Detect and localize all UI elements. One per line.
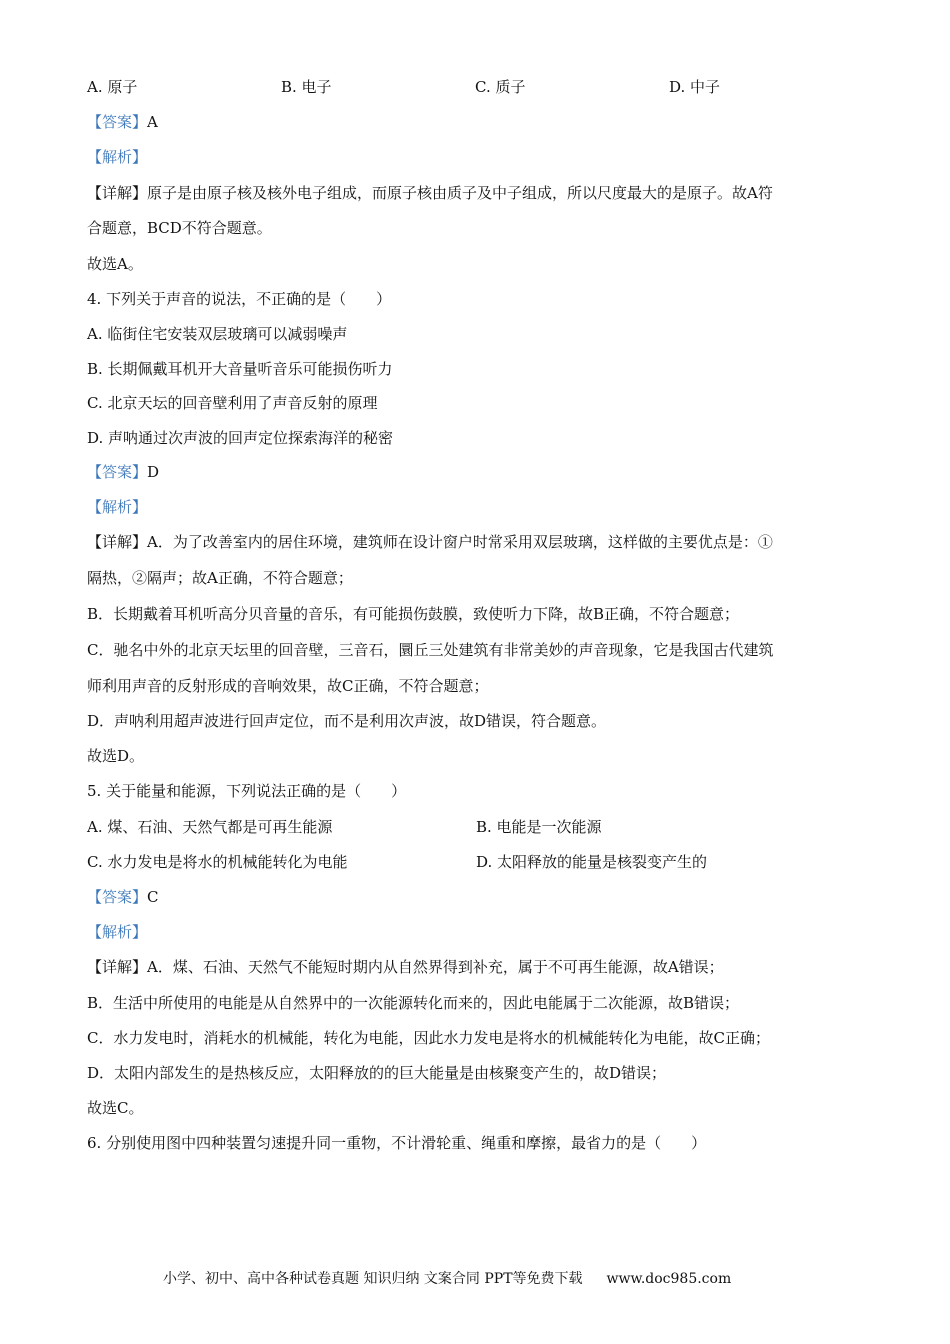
q3-option-c: C. 质子 bbox=[475, 78, 526, 96]
q6-stem: 6. 分别使用图中四种装置匀速提升同一重物，不计滑轮重、绳重和摩擦，最省力的是（ ） bbox=[87, 1134, 707, 1152]
footer-text: 小学、初中、高中各种试卷真题 知识归纳 文案合同 PPT等免费下载 bbox=[163, 1271, 583, 1287]
answer-tag: 【答案】 bbox=[87, 888, 148, 906]
q3-answer bbox=[87, 112, 158, 132]
q4-option-d: D. 声呐通过次声波的回声定位探索海洋的秘密 bbox=[87, 429, 394, 447]
q4-stem: 4. 下列关于声音的说法，不正确的是（ ） bbox=[87, 290, 392, 308]
q4-option-b: B. 长期佩戴耳机开大音量听音乐可能损伤听力 bbox=[87, 360, 393, 378]
q5-option-c: C. 水力发电是将水的机械能转化为电能 bbox=[87, 853, 348, 871]
q4-conclusion: 故选D。 bbox=[87, 747, 145, 765]
q4-detail-line-3: B．长期戴着耳机听高分贝音量的音乐，有可能损伤鼓膜，致使听力下降，故B正确，不符合题意； bbox=[87, 605, 740, 623]
q5-option-b: B. 电能是一次能源 bbox=[476, 818, 602, 836]
q4-analysis-tag: 【解析】 bbox=[87, 498, 148, 516]
q3-option-d: D. 中子 bbox=[669, 78, 721, 96]
q5-detail-line-3: C．水力发电时，消耗水的机械能，转化为电能，因此水力发电是将水的机械能转化为电能，故C正确； bbox=[87, 1029, 770, 1047]
q5-option-a: A. 煤、石油、天然气都是可再生能源 bbox=[87, 818, 333, 836]
answer-tag: 【答案】 bbox=[87, 113, 148, 131]
q3-options bbox=[87, 77, 863, 97]
detail-text: 原子是由原子核及核外电子组成，而原子核由质子及中子组成，所以尺度最大的是原子。故A符 bbox=[147, 184, 773, 202]
q4-option-a: A. 临街住宅安装双层玻璃可以减弱噪声 bbox=[87, 325, 348, 343]
q5-answer bbox=[87, 887, 159, 907]
detail-tag: 【详解】 bbox=[87, 184, 148, 202]
q5-options-row-1 bbox=[87, 817, 602, 837]
answer-tag: 【答案】 bbox=[87, 463, 148, 481]
q5-stem: 5. 关于能量和能源，下列说法正确的是（ ） bbox=[87, 782, 407, 800]
q4-detail-line-1 bbox=[87, 532, 773, 552]
detail-text: A．煤、石油、天然气不能短时期内从自然界得到补充，属于不可再生能源，故A错误； bbox=[147, 958, 724, 976]
q4-detail-line-2: 隔热，②隔声；故A正确，不符合题意； bbox=[87, 569, 353, 587]
answer-value: D bbox=[147, 463, 160, 481]
answer-value: C bbox=[147, 888, 159, 906]
q4-option-c: C. 北京天坛的回音壁利用了声音反射的原理 bbox=[87, 394, 378, 412]
q5-detail-line-1 bbox=[87, 957, 724, 977]
detail-tag: 【详解】 bbox=[87, 958, 148, 976]
footer-url[interactable]: www.doc985.com bbox=[606, 1271, 732, 1287]
q5-option-d: D. 太阳释放的能量是核裂变产生的 bbox=[476, 853, 708, 871]
q5-detail-line-2: B．生活中所使用的电能是从自然界中的一次能源转化而来的，因此电能属于二次能源，故B错误； bbox=[87, 994, 740, 1012]
q3-detail-line-2: 合题意，BCD不符合题意。 bbox=[87, 219, 272, 237]
q3-detail-line-1 bbox=[87, 183, 773, 203]
q4-detail-line-6: D．声呐利用超声波进行回声定位，而不是利用次声波，故D错误，符合题意。 bbox=[87, 712, 607, 730]
answer-value: A bbox=[147, 113, 158, 131]
q4-detail-line-4: C．驰名中外的北京天坛里的回音壁，三音石，圜丘三处建筑有非常美妙的声音现象，它是我国古代建筑 bbox=[87, 641, 774, 659]
q5-analysis-tag: 【解析】 bbox=[87, 923, 148, 941]
q5-options-row-2 bbox=[87, 852, 707, 872]
detail-text: A．为了改善室内的居住环境，建筑师在设计窗户时常采用双层玻璃，这样做的主要优点是：① bbox=[147, 533, 773, 551]
q3-option-b: B. 电子 bbox=[281, 78, 332, 96]
detail-tag: 【详解】 bbox=[87, 533, 148, 551]
q5-detail-line-4: D．太阳内部发生的是热核反应，太阳释放的的巨大能量是由核聚变产生的，故D错误； bbox=[87, 1064, 667, 1082]
q4-answer bbox=[87, 462, 159, 482]
q3-analysis-tag: 【解析】 bbox=[87, 148, 148, 166]
q3-option-a: A. 原子 bbox=[87, 78, 138, 96]
q3-conclusion: 故选A。 bbox=[87, 255, 143, 273]
page-footer bbox=[163, 1268, 731, 1288]
q5-conclusion: 故选C。 bbox=[87, 1099, 144, 1117]
q4-detail-line-5: 师利用声音的反射形成的音响效果，故C正确，不符合题意； bbox=[87, 677, 489, 695]
